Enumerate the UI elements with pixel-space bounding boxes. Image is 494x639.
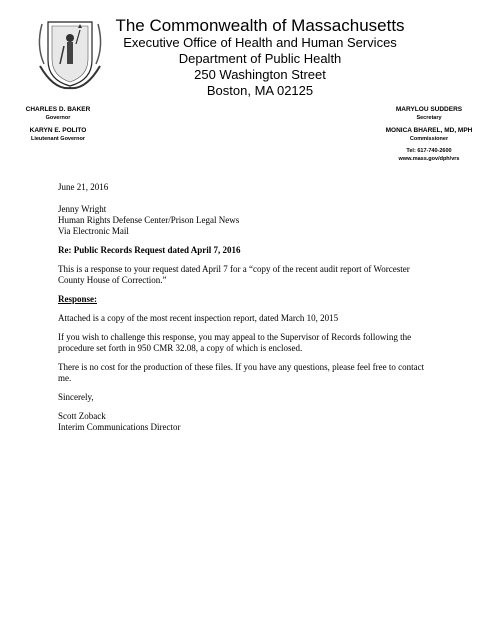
secretary-name: MARYLOU SUDDERS <box>395 106 463 113</box>
letterhead-department: Department of Public Health <box>178 51 342 66</box>
attached-paragraph: Attached is a copy of the most recent inspection report, dated March 10, 2015 <box>58 313 339 323</box>
recipient-org: Human Rights Defense Center/Prison Legal News <box>58 215 240 225</box>
commissioner-title: Commissioner <box>409 136 449 142</box>
challenge-paragraph: If you wish to challenge this response, you may appeal to the Supervisor of Records following the procedure set forth in 950 CMR 32.08, a copy of which is enclosed. <box>58 332 412 353</box>
secretary-title: Secretary <box>416 115 442 121</box>
cost-paragraph: There is no cost for the production of these files. If you have any questions, please feel free to contact me. <box>58 362 425 383</box>
subject-line: Re: Public Records Request dated April 7, 2016 <box>58 245 241 255</box>
governor-block <box>20 106 96 122</box>
lt-governor-block <box>20 127 96 143</box>
commonwealth-seal <box>34 16 106 90</box>
intro-paragraph: This is a response to your request dated April 7 for a “copy of the recent audit report of Worcester County House of Correction.” <box>58 264 410 285</box>
website: www.mass.gov/dph/vrs <box>398 156 460 162</box>
signer-title: Interim Communications Director <box>58 422 181 432</box>
letterhead <box>110 16 410 99</box>
lt-governor-title: Lieutenant Governor <box>30 136 86 142</box>
secretary-block <box>384 106 474 122</box>
contact-block <box>384 147 474 163</box>
closing: Sincerely, <box>58 392 94 402</box>
letterhead-city: Boston, MA 02125 <box>206 83 314 98</box>
governor-title: Governor <box>45 115 71 121</box>
letter-date: June 21, 2016 <box>58 182 109 192</box>
letterhead-street: 250 Washington Street <box>194 67 326 82</box>
commissioner-block <box>384 127 474 143</box>
recipient-name: Jenny Wright <box>58 204 107 214</box>
letterhead-title: The Commonwealth of Massachusetts <box>115 16 405 35</box>
governor-name: CHARLES D. BAKER <box>25 106 91 113</box>
lt-governor-name: KARYN E. POLITO <box>29 127 87 134</box>
signer-name: Scott Zoback <box>58 411 106 421</box>
telephone: Tel: 617-740-2600 <box>406 148 452 154</box>
commissioner-name: MONICA BHAREL, MD, MPH <box>385 127 473 134</box>
letter-body <box>58 182 438 433</box>
response-heading: Response: <box>58 294 98 304</box>
letterhead-office: Executive Office of Health and Human Services <box>123 35 397 50</box>
recipient-delivery: Via Electronic Mail <box>58 226 129 236</box>
